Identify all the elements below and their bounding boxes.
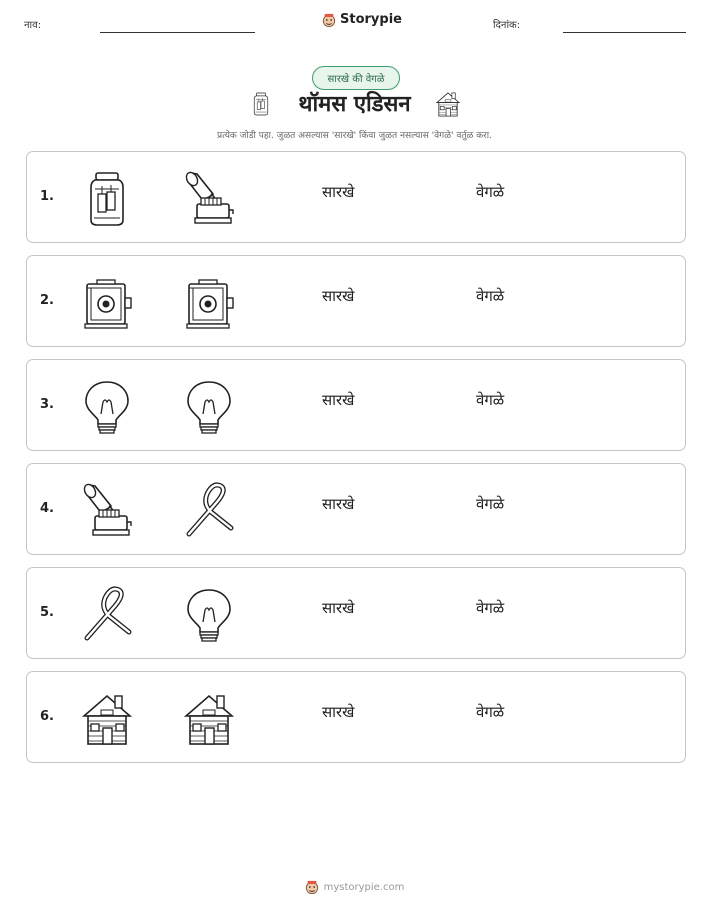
question-number: 6. bbox=[40, 709, 54, 724]
option-same[interactable]: सारखे bbox=[322, 599, 355, 617]
activity-type-badge: सारखे की वेगळे bbox=[312, 66, 400, 90]
jar-icon bbox=[250, 90, 272, 118]
footer bbox=[0, 880, 709, 894]
house-icon bbox=[183, 690, 235, 748]
house-icon bbox=[81, 690, 133, 748]
question-card bbox=[26, 359, 686, 451]
question-number: 3. bbox=[40, 397, 54, 412]
lightbulb-icon bbox=[183, 586, 235, 644]
lightbulb-icon bbox=[183, 378, 235, 436]
option-same[interactable]: सारखे bbox=[322, 703, 355, 721]
footer-url: mystorypie.com bbox=[323, 881, 405, 893]
instructions: प्रत्येक जोडी पहा. जुळत असल्यास 'सारखे' किंवा जुळत नसल्यास 'वेगळे' वर्तुळ करा. bbox=[216, 131, 492, 141]
option-same[interactable]: सारखे bbox=[322, 495, 355, 513]
question-card bbox=[26, 255, 686, 347]
storypie-logo-icon bbox=[322, 13, 336, 27]
camera-box-icon bbox=[81, 274, 133, 332]
question-number: 2. bbox=[40, 293, 54, 308]
question-number: 4. bbox=[40, 501, 54, 516]
option-different[interactable]: वेगळे bbox=[476, 495, 505, 513]
option-same[interactable]: सारखे bbox=[322, 287, 355, 305]
option-different[interactable]: वेगळे bbox=[476, 703, 505, 721]
name-input-line[interactable] bbox=[100, 32, 255, 33]
phonograph-icon bbox=[183, 170, 235, 228]
jar-icon bbox=[81, 170, 133, 228]
lightbulb-icon bbox=[81, 378, 133, 436]
option-same[interactable]: सारखे bbox=[322, 183, 355, 201]
date-label: दिनांक: bbox=[493, 20, 521, 31]
option-different[interactable]: वेगळे bbox=[476, 391, 505, 409]
question-card bbox=[26, 567, 686, 659]
question-card bbox=[26, 671, 686, 763]
house-icon bbox=[434, 90, 462, 118]
option-different[interactable]: वेगळे bbox=[476, 183, 505, 201]
worksheet-title-row bbox=[0, 88, 709, 118]
option-same[interactable]: सारखे bbox=[322, 391, 355, 409]
option-different[interactable]: वेगळे bbox=[476, 599, 505, 617]
worksheet-header bbox=[0, 0, 709, 50]
page-title: थॉमस एडिसन bbox=[298, 92, 411, 117]
question-number: 5. bbox=[40, 605, 54, 620]
brand bbox=[322, 12, 402, 27]
camera-box-icon bbox=[183, 274, 235, 332]
question-card bbox=[26, 151, 686, 243]
question-number: 1. bbox=[40, 189, 54, 204]
brand-name: Storypie bbox=[340, 12, 402, 27]
name-label: नाव: bbox=[24, 20, 42, 31]
phonograph-icon bbox=[81, 482, 133, 540]
storypie-logo-icon bbox=[305, 880, 319, 894]
option-different[interactable]: वेगळे bbox=[476, 287, 505, 305]
question-card bbox=[26, 463, 686, 555]
filament-icon bbox=[183, 482, 235, 540]
filament-icon bbox=[81, 586, 133, 644]
date-input-line[interactable] bbox=[563, 32, 686, 33]
